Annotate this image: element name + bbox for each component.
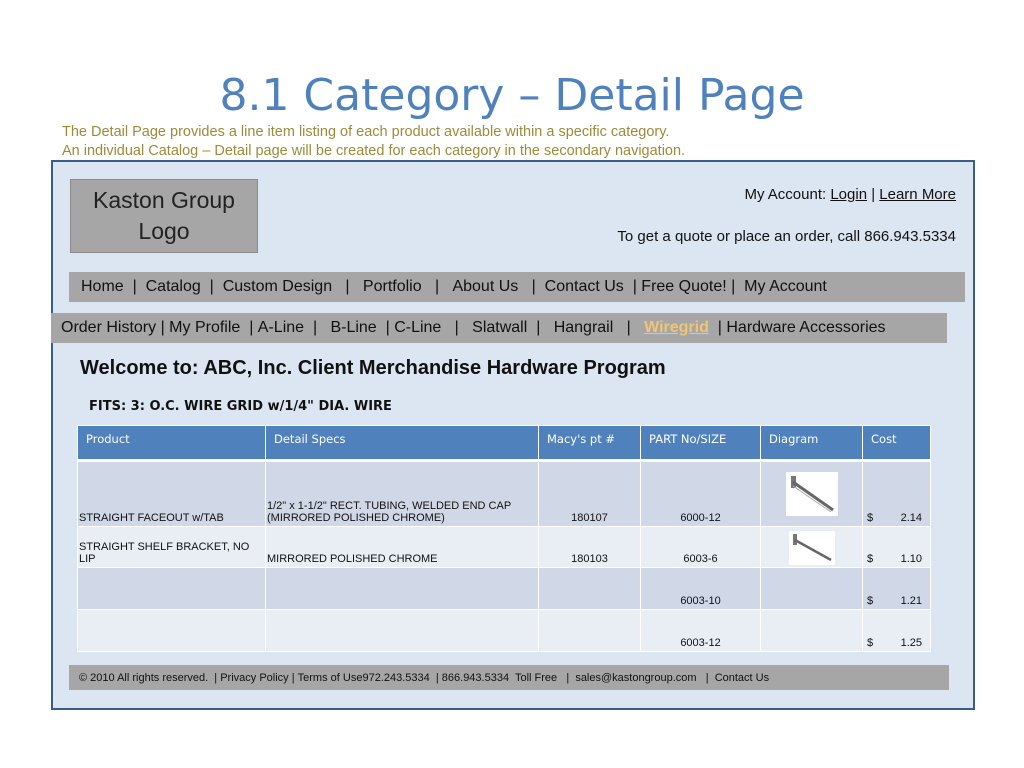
account-links bbox=[744, 186, 956, 203]
footer-copyright: © 2010 All rights reserved. bbox=[79, 671, 209, 684]
cell-diagram bbox=[761, 461, 863, 527]
nav-custom-design[interactable]: Custom Design bbox=[222, 278, 333, 295]
cell-specs: MIRRORED POLISHED CHROME bbox=[266, 527, 539, 568]
welcome-heading: Welcome to: ABC, Inc. Client Merchandise Hardware Program bbox=[80, 357, 666, 379]
cell-part: 6003-10 bbox=[641, 568, 761, 610]
col-cost-header[interactable]: Cost bbox=[863, 426, 931, 461]
cell-cost bbox=[863, 527, 931, 568]
cell-specs bbox=[266, 568, 539, 610]
col-macys-header[interactable]: Macy's pt # bbox=[539, 426, 641, 461]
nav-about-us[interactable]: About Us bbox=[452, 278, 519, 295]
cell-part: 6003-12 bbox=[641, 610, 761, 652]
nav-b-line[interactable]: B-Line bbox=[330, 319, 377, 336]
cell-cost bbox=[863, 461, 931, 527]
login-link[interactable]: Login bbox=[830, 186, 868, 203]
cell-macys: 180107 bbox=[539, 461, 641, 527]
cost-value: 1.21 bbox=[900, 595, 922, 607]
cell-part: 6003-6 bbox=[641, 527, 761, 568]
footer-phone-local: 972.243.5334 bbox=[362, 671, 430, 684]
slide-intro bbox=[62, 123, 685, 161]
table-row[interactable] bbox=[78, 461, 931, 527]
col-diagram-header[interactable]: Diagram bbox=[761, 426, 863, 461]
nav-a-line[interactable]: A-Line bbox=[257, 319, 305, 336]
cell-product: STRAIGHT SHELF BRACKET, NO LIP bbox=[78, 527, 266, 568]
cell-macys: 180103 bbox=[539, 527, 641, 568]
footer-phone-tollfree: 866.943.5334 Toll Free bbox=[441, 671, 558, 684]
page-mockup bbox=[51, 160, 975, 710]
site-footer: © 2010 All rights reserved. | Privacy Policy | Terms of Use 972.243.5334 | 866.943.5334 Toll Free | sales@kastongroup.com | Contact Us bbox=[69, 665, 949, 690]
cost-currency: $ bbox=[867, 595, 874, 607]
nav-catalog[interactable]: Catalog bbox=[145, 278, 201, 295]
bracket-diagram-icon[interactable] bbox=[789, 531, 835, 565]
cell-diagram bbox=[761, 568, 863, 610]
intro-line-2: An individual Catalog – Detail page will be created for each category in the secondary navigation. bbox=[62, 143, 686, 159]
table-row[interactable] bbox=[78, 527, 931, 568]
cell-cost bbox=[863, 610, 931, 652]
cell-macys bbox=[539, 568, 641, 610]
cost-currency: $ bbox=[867, 553, 874, 565]
nav-portfolio[interactable]: Portfolio bbox=[362, 278, 422, 295]
footer-privacy-link[interactable]: Privacy Policy bbox=[220, 671, 289, 684]
table-header-row bbox=[78, 426, 931, 461]
col-part-header[interactable]: PART No/SIZE bbox=[641, 426, 761, 461]
nav-c-line[interactable]: C-Line bbox=[394, 319, 442, 336]
nav-free-quote[interactable]: Free Quote! bbox=[641, 278, 727, 295]
nav-wiregrid[interactable]: Wiregrid bbox=[644, 319, 709, 336]
table-row[interactable] bbox=[78, 610, 931, 652]
cell-diagram bbox=[761, 610, 863, 652]
account-prefix: My Account: bbox=[744, 186, 831, 203]
primary-nav: Home | Catalog | Custom Design | Portfolio | About Us | Contact Us | Free Quote! | My Account bbox=[69, 272, 965, 302]
cost-currency: $ bbox=[867, 637, 874, 649]
nav-my-account[interactable]: My Account bbox=[744, 278, 827, 295]
cost-value: 1.10 bbox=[900, 553, 922, 565]
footer-email-link[interactable]: sales@kastongroup.com bbox=[575, 671, 697, 684]
cost-currency: $ bbox=[867, 512, 874, 524]
cell-specs: 1/2" x 1-1/2" RECT. TUBING, WELDED END CAP (MIRRORED POLISHED CHROME) bbox=[266, 461, 539, 527]
intro-line-1: The Detail Page provides a line item listing of each product available within a specific category. bbox=[62, 124, 670, 140]
cell-diagram bbox=[761, 527, 863, 568]
quote-text: To get a quote or place an order, call 866.943.5334 bbox=[617, 228, 956, 245]
nav-slatwall[interactable]: Slatwall bbox=[472, 319, 528, 336]
nav-home[interactable]: Home bbox=[81, 278, 124, 295]
footer-terms-link[interactable]: Terms of Use bbox=[297, 671, 363, 684]
fits-subheading: FITS: 3: O.C. WIRE GRID w/1/4" DIA. WIRE bbox=[89, 399, 392, 414]
nav-my-profile[interactable]: My Profile bbox=[169, 319, 241, 336]
learn-more-link[interactable]: Learn More bbox=[879, 186, 956, 203]
cell-specs bbox=[266, 610, 539, 652]
nav-contact-us[interactable]: Contact Us bbox=[544, 278, 624, 295]
cell-product bbox=[78, 610, 266, 652]
footer-contact-link[interactable]: Contact Us bbox=[714, 671, 770, 684]
logo-placeholder[interactable]: Kaston Group Logo bbox=[70, 179, 258, 253]
cell-product bbox=[78, 568, 266, 610]
cost-value: 2.14 bbox=[900, 512, 922, 524]
slide-title: 8.1 Category – Detail Page bbox=[219, 70, 805, 121]
product-table bbox=[77, 425, 931, 652]
col-specs-header[interactable]: Detail Specs bbox=[266, 426, 539, 461]
account-sep: | bbox=[871, 186, 876, 203]
faceout-diagram-icon[interactable] bbox=[786, 472, 838, 516]
secondary-nav: Order History | My Profile | A-Line | B-Line | C-Line | Slatwall | Hangrail | Wiregrid | Hardware Accessories bbox=[51, 313, 947, 343]
cost-value: 1.25 bbox=[900, 637, 922, 649]
cell-product: STRAIGHT FACEOUT w/TAB bbox=[78, 461, 266, 527]
col-product-header[interactable]: Product bbox=[78, 426, 266, 461]
nav-order-history[interactable]: Order History bbox=[61, 319, 157, 336]
cell-cost bbox=[863, 568, 931, 610]
nav-hangrail[interactable]: Hangrail bbox=[553, 319, 614, 336]
table-row[interactable] bbox=[78, 568, 931, 610]
nav-hardware-accessories[interactable]: Hardware Accessories bbox=[726, 319, 886, 336]
cell-macys bbox=[539, 610, 641, 652]
cell-part: 6000-12 bbox=[641, 461, 761, 527]
